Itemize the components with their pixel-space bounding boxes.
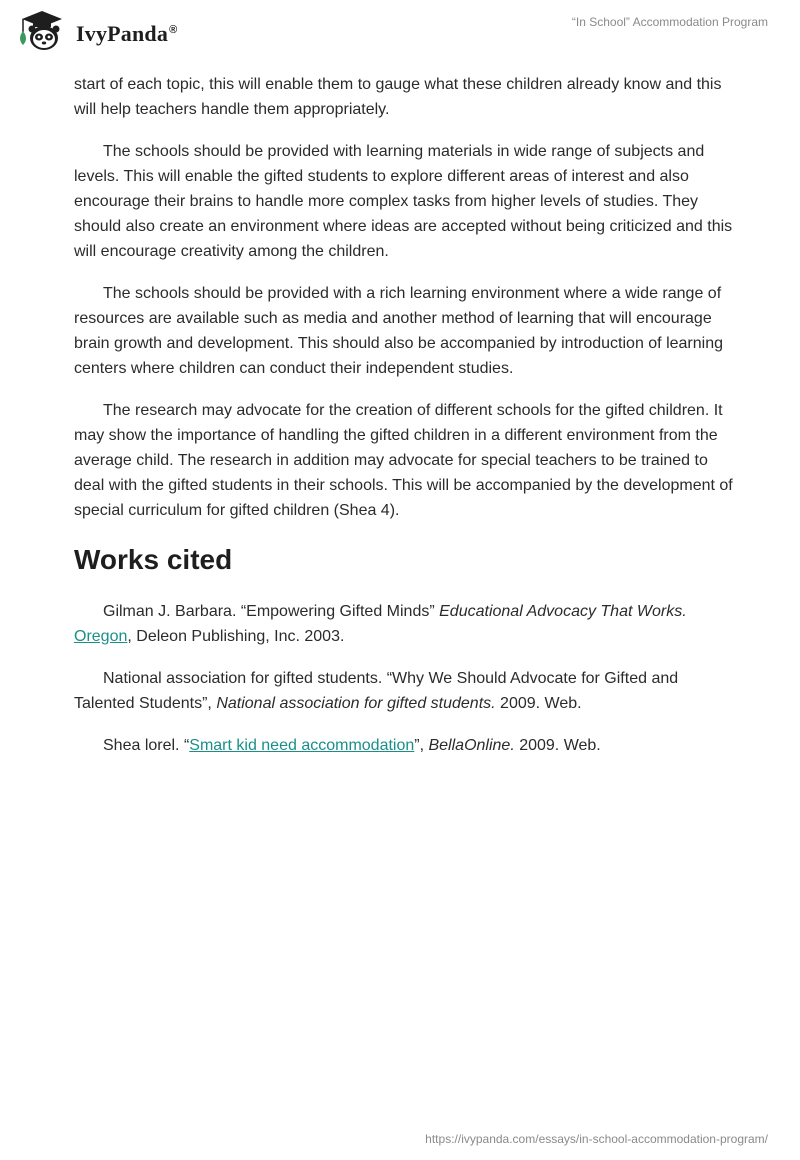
citation-1-link-oregon[interactable]: Oregon: [74, 628, 128, 645]
brand-logo[interactable]: [14, 8, 177, 54]
paragraph-3: The schools should be provided with a rich learning environment where a wide range of resources are available such as media and another method of learning that will encourage brain growth and development. This should also be accompanied by introduction of learning centers where children can conduct their independent studies.: [74, 285, 723, 377]
citation-1-publisher: , Deleon Publishing, Inc. 2003.: [127, 628, 345, 645]
essay-content: [74, 72, 734, 775]
page-header: [0, 0, 800, 70]
citation-1-source: Educational Advocacy That Works.: [439, 603, 687, 620]
citation-2-source: National association for gifted students.: [216, 695, 496, 712]
citation-1-text: Gilman J. Barbara. “Empowering Gifted Minds”: [103, 603, 440, 620]
citation-2-text: National association for gifted students. “Why We Should Advocate for Gifted and Talented Students”,: [74, 670, 679, 712]
citation-1: [74, 599, 734, 649]
works-cited-heading: Works cited: [74, 544, 233, 575]
paragraph-4: The research may advocate for the creation of different schools for the gifted children. It may show the importance of handling the gifted children in a different environment from the average child. The research in addition may advocate for special teachers to be trained to deal with the gifted students in their schools. This will be accompanied by the development of special curriculum for gifted children (Shea 4).: [74, 402, 733, 519]
citation-3-separator: ”,: [414, 737, 429, 754]
document-title: “In School” Accommodation Program: [571, 15, 768, 29]
citation-2-date: 2009. Web.: [495, 695, 582, 712]
citation-3-date: 2009. Web.: [514, 737, 601, 754]
registered-mark: ®: [169, 23, 178, 36]
paragraph-1: start of each topic, this will enable them to gauge what these children already know and this will help teachers handle them appropriately.: [74, 76, 722, 118]
citation-3-link[interactable]: Smart kid need accommodation: [189, 737, 415, 754]
citation-3: [74, 733, 734, 758]
citation-2: [74, 666, 734, 716]
footer-url[interactable]: https://ivypanda.com/essays/in-school-accommodation-program/: [425, 1132, 768, 1146]
citation-3-author: Shea lorel. “: [103, 737, 190, 754]
brand-name: IvyPanda®: [76, 21, 178, 46]
citation-3-source: BellaOnline.: [428, 737, 515, 754]
paragraph-2: The schools should be provided with learning materials in wide range of subjects and levels. This will enable the gifted students to explore different areas of interest and also encourage their brains to handle more complex tasks from higher levels of studies. They should also create an environment where ideas are accepted without being criticized and this will encourage creativity among the children.: [74, 143, 733, 260]
panda-logo-icon: [14, 8, 70, 54]
